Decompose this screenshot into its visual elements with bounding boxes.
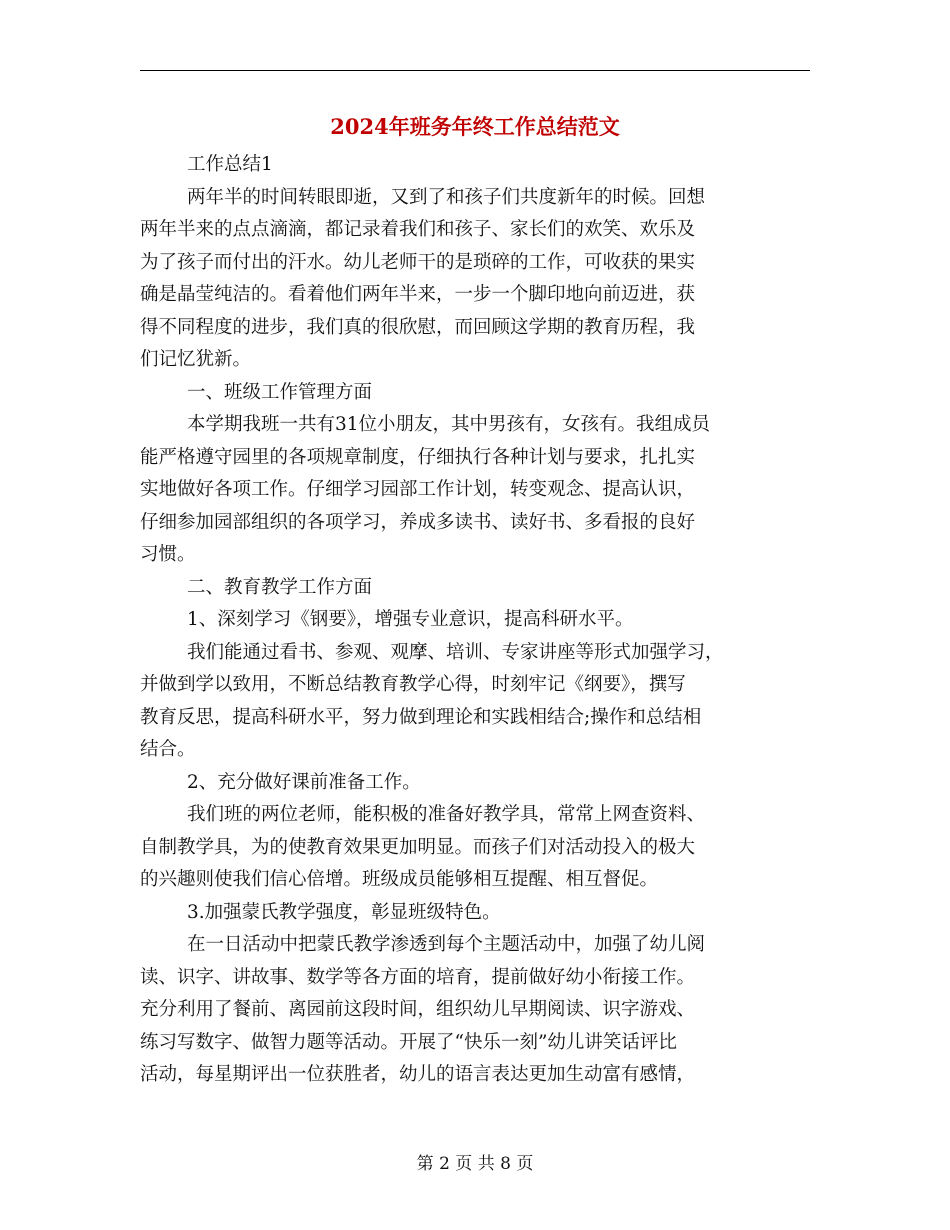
text-line: 本学期我班一共有31位小朋友，其中男孩有，女孩有。我组成员	[187, 414, 711, 435]
text-line: 为了孩子而付出的汗水。幼儿老师干的是琐碎的工作，可收获的果实	[140, 251, 696, 273]
text-line: 教育反思，提高科研水平，努力做到理论和实践相结合;操作和总结相	[140, 706, 702, 728]
text-line: 结合。	[140, 739, 196, 760]
text-line: 们记忆犹新。	[140, 349, 252, 370]
text-line: 得不同程度的进步，我们真的很欣慰，而回顾这学期的教育历程，我	[140, 316, 696, 338]
text-line: 一、班级工作管理方面	[187, 381, 373, 403]
text-line: 2、充分做好课前准备工作。	[187, 771, 421, 793]
text-line: 练习写数字、做智力题等活动。开展了“快乐一刻”幼儿讲笑话评比	[140, 1031, 677, 1053]
text-line: 两年半来的点点滴滴，都记录着我们和孩子、家长们的欢笑、欢乐及	[140, 219, 696, 240]
text-line: 仔细参加园部组织的各项学习，养成多读书、读好书、多看报的良好	[140, 511, 696, 533]
text-line: 实地做好各项工作。仔细学习园部工作计划，转变观念、提高认识，	[140, 479, 696, 500]
text-line: 习惯。	[140, 544, 196, 565]
text-line: 我们班的两位老师，能积极的准备好教学具，常常上网查资料、	[187, 804, 706, 825]
header-rule	[140, 70, 810, 71]
text-line: 1、深刻学习《钢要》，增强专业意识，提高科研水平。	[187, 609, 634, 630]
text-line: 二、教育教学工作方面	[187, 576, 373, 598]
document-title: 2024年班务年终工作总结范文	[330, 114, 620, 139]
text-line: 3.加强蒙氏教学强度，彰显班级特色。	[187, 901, 501, 923]
text-line: 两年半的时间转眼即逝，又到了和孩子们共度新年的时候。回想	[187, 186, 706, 208]
text-line: 确是晶莹纯洁的。看着他们两年半来，一步一个脚印地向前迈进，获	[140, 284, 696, 305]
text-line: 读、识字、讲故事、数学等各方面的培育，提前做好幼小衔接工作。	[140, 966, 696, 988]
text-line: 我们能通过看书、参观、观摩、培训、专家讲座等形式加强学习，	[187, 641, 724, 663]
text-line: 自制教学具，为的使教育效果更加明显。而孩子们对活动投入的极大	[140, 836, 696, 858]
text-line: 工作总结1	[187, 154, 273, 175]
text-line: 在一日活动中把蒙氏教学渗透到每个主题活动中，加强了幼儿阅	[187, 934, 706, 955]
page-footer: 第 2 页 共 8 页	[416, 1154, 534, 1174]
document-body	[140, 149, 810, 1092]
text-line: 活动，每星期评出一位获胜者，幼儿的语言表达更加生动富有感情，	[140, 1064, 696, 1085]
text-line: 并做到学以致用，不断总结教育教学心得，时刻牢记《纲要》，撰写	[140, 674, 686, 695]
text-line: 的兴趣则使我们信心倍增。班级成员能够相互提醒、相互督促。	[140, 869, 659, 890]
text-line: 能严格遵守园里的各项规章制度，仔细执行各种计划与要求，扎扎实	[140, 446, 696, 468]
text-line: 充分利用了餐前、离园前这段时间，组织幼儿早期阅读、识字游戏、	[140, 999, 696, 1020]
